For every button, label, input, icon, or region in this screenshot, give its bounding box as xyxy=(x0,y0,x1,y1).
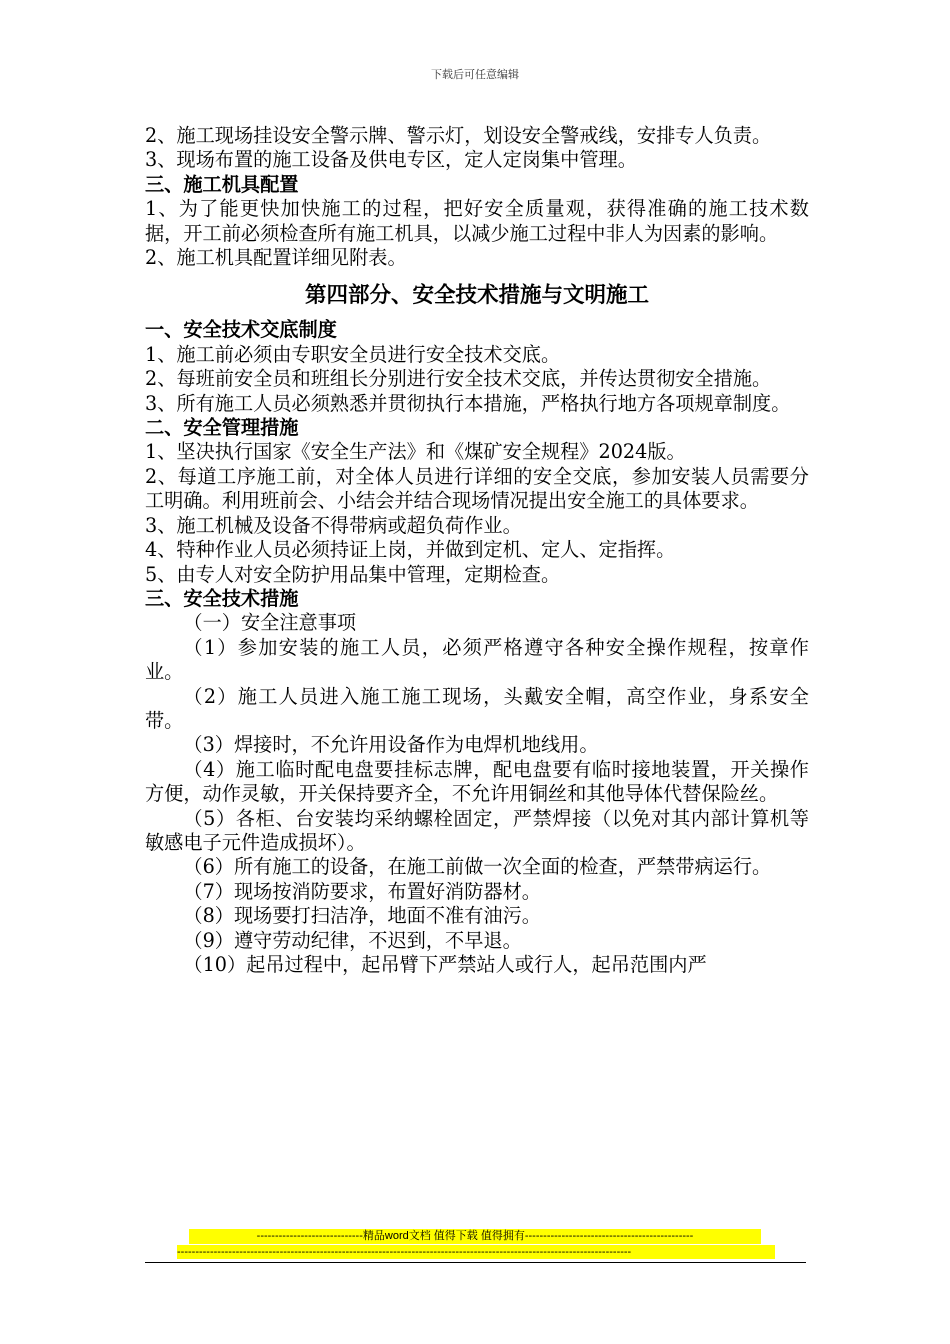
paragraph: 3、施工机械及设备不得带病或超负荷作业。 xyxy=(145,513,522,537)
list-item: （9）遵守劳动纪律，不迟到，不早退。 xyxy=(183,928,522,952)
paragraph: 3、现场布置的施工设备及供电专区，定人定岗集中管理。 xyxy=(145,148,637,172)
section-heading: 二、安全管理措施 xyxy=(145,416,299,440)
list-item: （8）现场要打扫洁净，地面不准有油污。 xyxy=(183,904,541,928)
page-header: 下载后可任意编辑 xyxy=(431,68,519,81)
list-item: （10）起吊过程中，起吊臂下严禁站人或行人，起吊范围内严 xyxy=(183,953,707,976)
section-heading: 三、施工机具配置 xyxy=(145,172,299,196)
list-item: （2）施工人员进入施工施工现场，头戴安全帽，高空作业，身系安全带。 xyxy=(145,684,809,732)
paragraph: 4、特种作业人员必须持证上岗，并做到定机、定人、定指挥。 xyxy=(145,538,676,562)
list-item: （1）参加安装的施工人员，必须严格遵守各种安全操作规程，按章作业。 xyxy=(145,635,809,684)
subsection-heading: （一）安全注意事项 xyxy=(183,611,357,635)
list-item: （3）焊接时，不允许用设备作为电焊机地线用。 xyxy=(183,733,599,757)
document-body xyxy=(145,124,809,977)
footer-dashes: ---------------------------------------------------------------------------------------------------------------------------- xyxy=(177,1245,775,1259)
list-item: （6）所有施工的设备，在施工前做一次全面的检查，严禁带病运行。 xyxy=(183,855,772,879)
paragraph: 1、为了能更快加快施工的过程，把好安全质量观，获得准确的施工技术数据，开工前必须检查所有施工机具，以减少施工过程中非人为因素的影响。 xyxy=(145,197,809,245)
paragraph: 1、施工前必须由专职安全员进行安全技术交底。 xyxy=(145,342,561,366)
section-heading: 一、安全技术交底制度 xyxy=(145,318,337,342)
paragraph: 5、由专人对安全防护用品集中管理，定期检查。 xyxy=(145,562,561,586)
paragraph: 3、所有施工人员必须熟悉并贯彻执行本措施，严格执行地方各项规章制度。 xyxy=(145,391,791,415)
footer-divider xyxy=(145,1262,806,1263)
paragraph: 2、施工机具配置详细见附表。 xyxy=(145,246,407,270)
list-item: （7）现场按消防要求，布置好消防器材。 xyxy=(183,879,541,903)
section-heading: 三、安全技术措施 xyxy=(145,586,299,610)
footer-banner: -----------------------------精品word文档 值得下载 值得拥有---------------------------------------------- xyxy=(189,1229,761,1244)
paragraph: 2、每道工序施工前，对全体人员进行详细的安全交底，参加安装人员需要分工明确。利用班前会、小结会并结合现场情况提出安全施工的具体要求。 xyxy=(145,464,809,513)
list-item: （5）各柜、台安装均采纳螺栓固定，严禁焊接（以免对其内部计算机等敏感电子元件造成损坏）。 xyxy=(145,806,809,854)
part-title: 第四部分、安全技术措施与文明施工 xyxy=(304,283,649,309)
paragraph: 2、施工现场挂设安全警示牌、警示灯，划设安全警戒线，安排专人负责。 xyxy=(145,124,772,147)
paragraph: 2、每班前安全员和班组长分别进行安全技术交底，并传达贯彻安全措施。 xyxy=(145,367,772,391)
paragraph: 1、坚决执行国家《安全生产法》和《煤矿安全规程》2024版。 xyxy=(145,440,686,464)
list-item: （4）施工临时配电盘要挂标志牌，配电盘要有临时接地装置，开关操作方便，动作灵敏，开关保持要齐全，不允许用铜丝和其他导体代替保险丝。 xyxy=(145,757,809,806)
